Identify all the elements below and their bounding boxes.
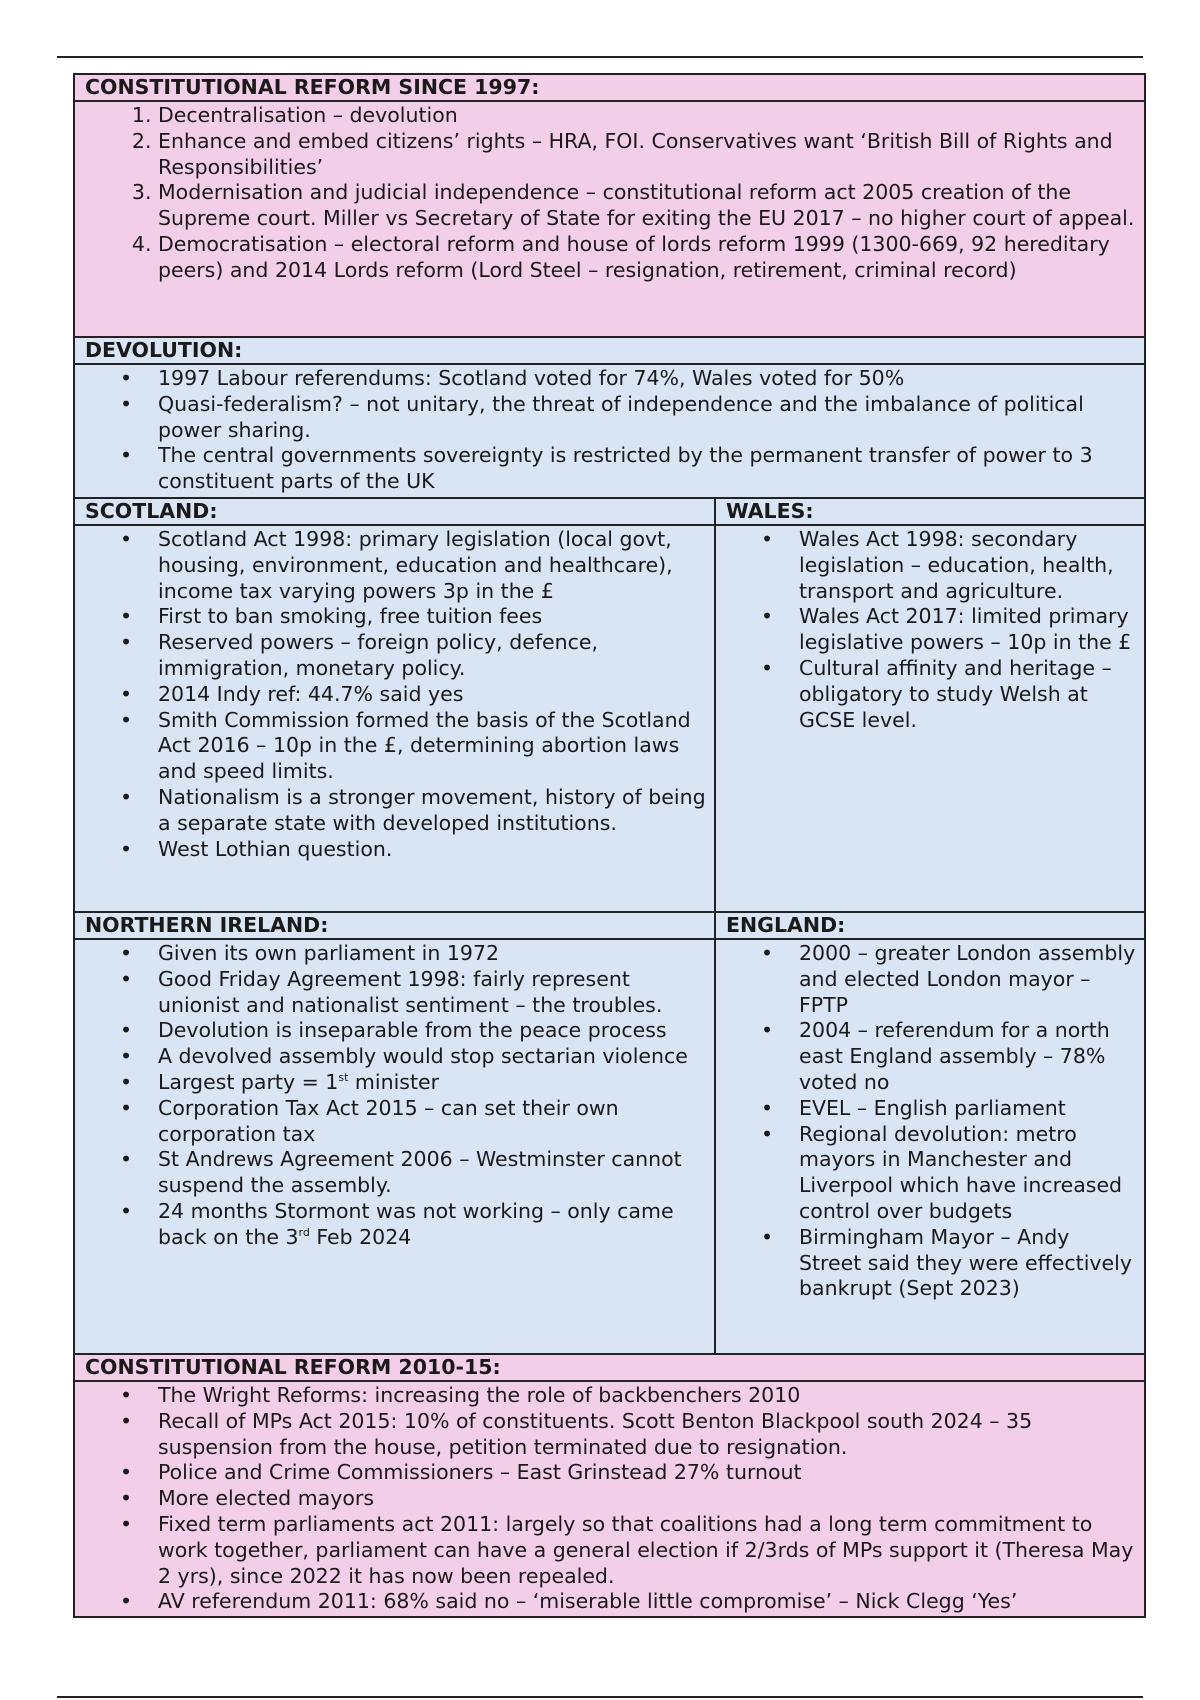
list-item: 1. Decentralisation – devolution: [158, 103, 1136, 129]
northern-ireland-list: [75, 941, 706, 1251]
wales-list: [716, 527, 1136, 733]
heading-scotland: SCOTLAND:: [74, 498, 715, 525]
list-item: • 2014 Indy ref: 44.7% said yes: [158, 682, 706, 708]
stormont-text: 24 months Stormont was not working – only came back on the 3: [158, 1198, 674, 1249]
list-item: • Recall of MPs Act 2015: 10% of constituents. Scott Benton Blackpool south 2024 – 35 suspension from the house, petition terminated due to resignation.: [158, 1409, 1136, 1461]
devolution-list: [75, 366, 1136, 495]
list-item: • Regional devolution: metro mayors in Manchester and Liverpool which have increased control over budgets: [799, 1122, 1136, 1225]
list-item: • Given its own parliament in 1972: [158, 941, 706, 967]
ordinal-suffix: rd: [298, 1225, 310, 1239]
revision-notes-table: [73, 73, 1146, 1618]
wales-body: [715, 525, 1145, 912]
northern-ireland-body: [74, 939, 715, 1354]
list-item: • More elected mayors: [158, 1486, 1136, 1512]
largest-party-text: Largest party = 1: [158, 1069, 339, 1094]
list-item: • Fixed term parliaments act 2011: largely so that coalitions had a long term commitment to work together, parliament can have a general election if 2/3rds of MPs support it (Theresa May 2 yrs), since 2022 it has now been repealed.: [158, 1512, 1136, 1589]
list-item: • 1997 Labour referendums: Scotland voted for 74%, Wales voted for 50%: [158, 366, 1136, 392]
list-item: • Scotland Act 1998: primary legislation (local govt, housing, environment, education and healthcare), income tax varying powers 3p in the £: [158, 527, 706, 604]
list-item: • Wales Act 2017: limited primary legislative powers – 10p in the £: [799, 604, 1136, 656]
heading-devolution: DEVOLUTION:: [74, 337, 1145, 364]
list-item: • West Lothian question.: [158, 837, 706, 863]
list-item: • Nationalism is a stronger movement, history of being a separate state with developed institutions.: [158, 785, 706, 837]
list-item: • Birmingham Mayor – Andy Street said they were effectively bankrupt (Sept 2023): [799, 1225, 1136, 1302]
heading-northern-ireland: NORTHERN IRELAND:: [74, 912, 715, 939]
scotland-list: [75, 527, 706, 862]
largest-party-tail: minister: [348, 1069, 440, 1094]
list-item: • Police and Crime Commissioners – East Grinstead 27% turnout: [158, 1460, 1136, 1486]
bottom-rule: [57, 1696, 1143, 1698]
list-item: 3. Modernisation and judicial independence – constitutional reform act 2005 creation of the Supreme court. Miller vs Secretary of State for exiting the EU 2017 – no higher court of appeal.: [158, 180, 1136, 232]
stormont-tail: Feb 2024: [309, 1224, 412, 1249]
list-item: • Cultural affinity and heritage – obligatory to study Welsh at GCSE level.: [799, 656, 1136, 733]
list-item: 2. Enhance and embed citizens’ rights – HRA, FOI. Conservatives want ‘British Bill of Rights and Responsibilities’: [158, 129, 1136, 181]
reform-since-1997-list: [75, 103, 1136, 284]
scotland-body: [74, 525, 715, 912]
list-item: • A devolved assembly would stop sectarian violence: [158, 1044, 706, 1070]
list-item: • EVEL – English parliament: [799, 1096, 1136, 1122]
list-item: • Wales Act 1998: secondary legislation – education, health, transport and agriculture.: [799, 527, 1136, 604]
list-item: [158, 1199, 706, 1251]
devolution-body: [74, 364, 1145, 498]
reform-2010-15-list: [75, 1383, 1136, 1615]
list-item: • 2004 – referendum for a north east England assembly – 78% voted no: [799, 1018, 1136, 1095]
reform-since-1997-body: [74, 101, 1145, 337]
england-body: [715, 939, 1145, 1354]
heading-england: ENGLAND:: [715, 912, 1145, 939]
heading-reform-2010-15: CONSTITUTIONAL REFORM 2010-15:: [74, 1354, 1145, 1381]
list-item: • Corporation Tax Act 2015 – can set their own corporation tax: [158, 1096, 706, 1148]
list-item: • The Wright Reforms: increasing the role of backbenchers 2010: [158, 1383, 1136, 1409]
list-item: • Smith Commission formed the basis of the Scotland Act 2016 – 10p in the £, determining abortion laws and speed limits.: [158, 708, 706, 785]
list-item: • AV referendum 2011: 68% said no – ‘miserable little compromise’ – Nick Clegg ‘Yes’: [158, 1589, 1136, 1615]
list-item: 4. Democratisation – electoral reform and house of lords reform 1999 (1300-669, 92 hereditary peers) and 2014 Lords reform (Lord Steel – resignation, retirement, criminal record): [158, 232, 1136, 284]
list-item: • 2000 – greater London assembly and elected London mayor – FPTP: [799, 941, 1136, 1018]
list-item: • Devolution is inseparable from the peace process: [158, 1018, 706, 1044]
heading-wales: WALES:: [715, 498, 1145, 525]
reform-2010-15-body: [74, 1381, 1145, 1617]
list-item: • The central governments sovereignty is restricted by the permanent transfer of power to 3 constituent parts of the UK: [158, 443, 1136, 495]
top-rule: [57, 56, 1143, 58]
england-list: [716, 941, 1136, 1302]
list-item: • Good Friday Agreement 1998: fairly represent unionist and nationalist sentiment – the troubles.: [158, 967, 706, 1019]
list-item: • Reserved powers – foreign policy, defence, immigration, monetary policy.: [158, 630, 706, 682]
ordinal-suffix: st: [338, 1071, 349, 1085]
list-item: [158, 1070, 706, 1096]
heading-reform-since-1997: CONSTITUTIONAL REFORM SINCE 1997:: [74, 74, 1145, 101]
list-item: • Quasi-federalism? – not unitary, the threat of independence and the imbalance of political power sharing.: [158, 392, 1136, 444]
list-item: • First to ban smoking, free tuition fees: [158, 604, 706, 630]
list-item: • St Andrews Agreement 2006 – Westminster cannot suspend the assembly.: [158, 1147, 706, 1199]
